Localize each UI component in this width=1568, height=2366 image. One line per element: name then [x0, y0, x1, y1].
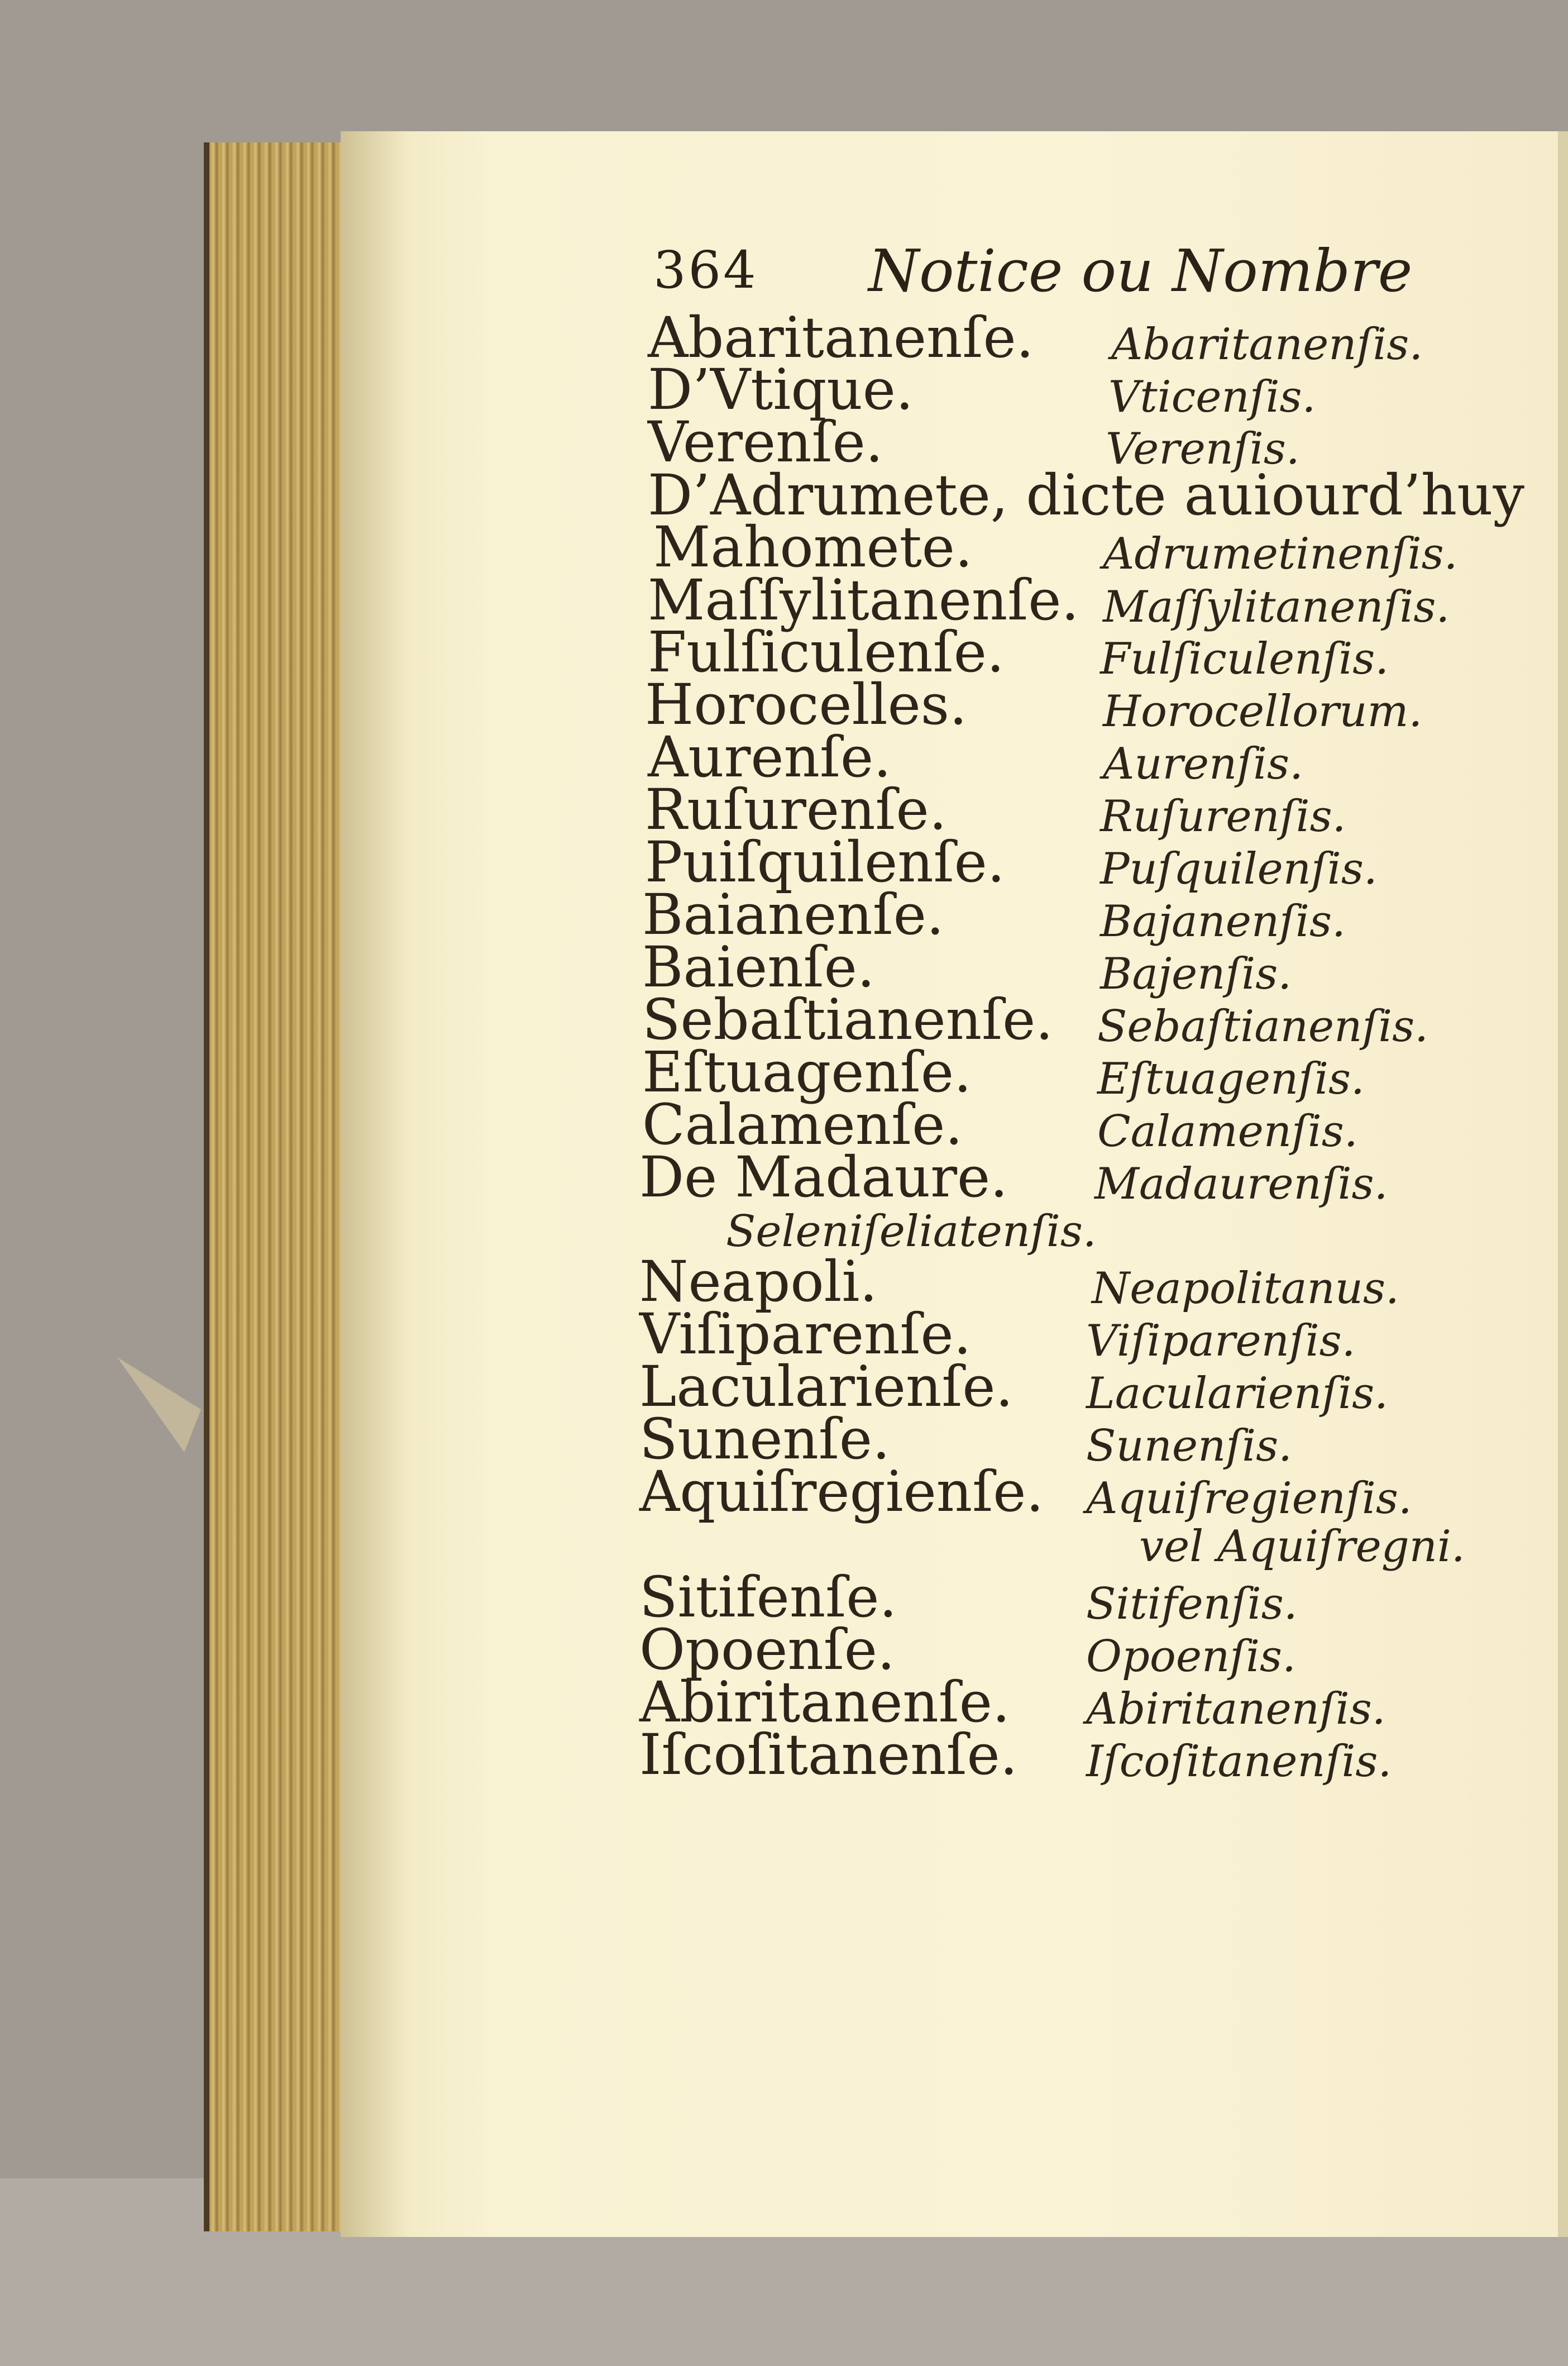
gutter-shadow [341, 131, 408, 2237]
french-name: Viſiparenſe. [639, 1301, 972, 1367]
latin-name: Calamenſis. [1097, 1106, 1358, 1157]
french-name: Opoenſe. [639, 1617, 895, 1682]
french-name: Ruſurenſe. [645, 777, 947, 842]
french-name: D’Vtique. [648, 357, 914, 422]
latin-name: Lacularienſis. [1086, 1368, 1388, 1419]
page-block-edge [204, 142, 355, 2231]
latin-name: Fulſiculenſis. [1100, 634, 1389, 684]
latin-name: Ruſurenſis. [1100, 791, 1346, 842]
bookmark-fragment [117, 1357, 201, 1452]
latin-name: Adrumetinenſis. [1103, 529, 1458, 579]
french-name: Aquiſregienſe. [639, 1459, 1044, 1524]
latin-name: Opoenſis. [1086, 1632, 1296, 1682]
french-name: Abaritanenſe. [648, 305, 1034, 370]
french-name: Sitifenſe. [639, 1564, 897, 1630]
french-name: Verenſe. [648, 409, 883, 475]
latin-name: Eſtuagenſis. [1097, 1054, 1365, 1104]
french-name: Horocelles. [645, 672, 967, 737]
latin-name: Abiritanenſis. [1086, 1684, 1386, 1734]
latin-name: Seleniſeliatenſis. [726, 1206, 1097, 1257]
french-name: Sunenſe. [639, 1406, 890, 1472]
latin-name: Neapolitanus. [1092, 1263, 1399, 1314]
french-name: D’Adrumete, dicte auiourd’huy [648, 462, 1525, 528]
latin-name: vel Aquiſregni. [1139, 1521, 1465, 1572]
latin-name: Maſſylitanenſis. [1103, 582, 1450, 632]
french-name: Sebaſtianenſe. [642, 987, 1054, 1052]
latin-name: Aurenſis. [1103, 739, 1303, 789]
french-name: Baienſe. [642, 934, 875, 1000]
latin-name: Puſquilenſis. [1100, 844, 1378, 894]
french-name: De Madaure. [639, 1144, 1008, 1210]
latin-name: Vticenſis. [1108, 372, 1316, 422]
page-right-edge [1558, 131, 1568, 2237]
running-title: Notice ou Nombre [868, 237, 1413, 305]
french-name: Iſcoſitanenſe. [639, 1722, 1018, 1787]
french-name: Abiritanenſe. [639, 1669, 1010, 1735]
latin-name: Madaurenſis. [1094, 1159, 1388, 1209]
latin-name: Viſiparenſis. [1086, 1316, 1356, 1366]
french-name: Mahomete. [653, 514, 973, 580]
french-name: Aurenſe. [648, 724, 891, 790]
latin-name: Bajanenſis. [1100, 896, 1346, 947]
latin-name: Horocellorum. [1103, 686, 1423, 737]
french-name: Baianenſe. [642, 882, 944, 947]
french-name: Puiſquilenſe. [645, 829, 1005, 895]
latin-name: Verenſis. [1106, 424, 1300, 474]
latin-name: Bajenſis. [1100, 949, 1292, 999]
latin-name: Sitifenſis. [1086, 1579, 1298, 1629]
latin-name: Sunenſis. [1086, 1421, 1292, 1471]
french-name: Neapoli. [639, 1249, 878, 1314]
latin-name: Sebaſtianenſis. [1097, 1001, 1428, 1052]
french-name: Maſſylitanenſe. [648, 567, 1079, 633]
french-name: Calamenſe. [642, 1092, 963, 1157]
latin-name: Aquiſregienſis. [1086, 1473, 1412, 1524]
french-name: Eſtuagenſe. [642, 1039, 972, 1105]
latin-name: Iſcoſitanenſis. [1086, 1737, 1392, 1787]
latin-name: Abaritanenſis. [1111, 319, 1423, 370]
french-name: Fulſiculenſe. [648, 619, 1005, 685]
french-name: Lacularienſe. [639, 1354, 1014, 1419]
page-number: 364 [653, 240, 758, 300]
